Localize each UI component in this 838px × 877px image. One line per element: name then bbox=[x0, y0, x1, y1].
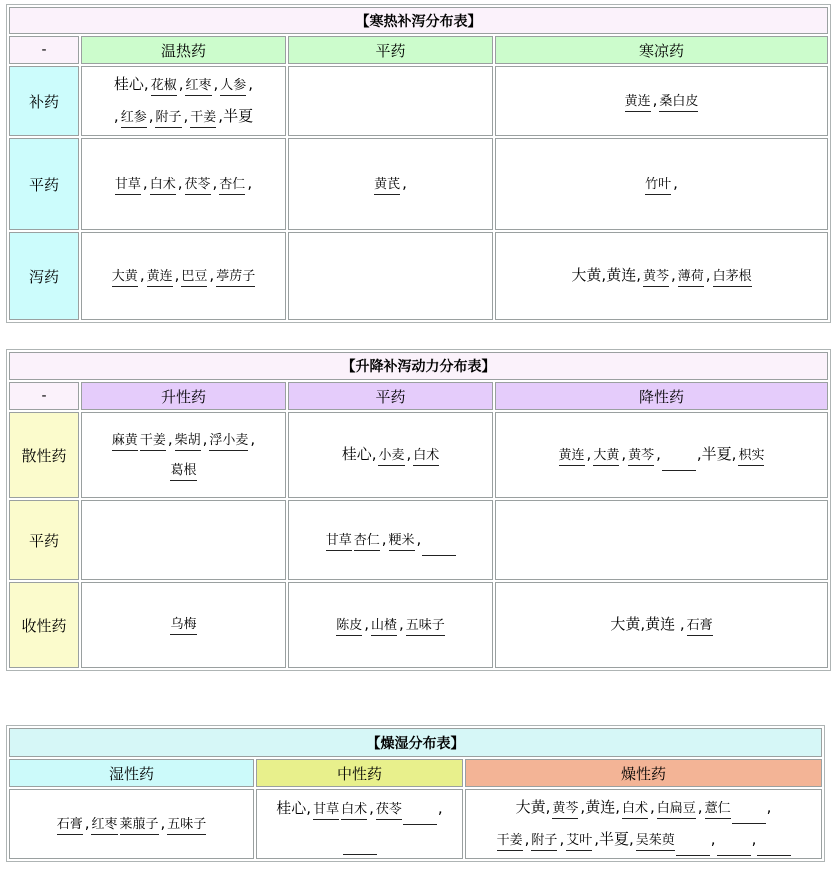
herb-cell bbox=[288, 232, 493, 320]
herb-cell bbox=[495, 66, 828, 136]
herb-name: 小麦 bbox=[378, 447, 404, 466]
herb-name: 干姜 bbox=[140, 432, 166, 451]
column-header: 燥性药 bbox=[465, 759, 822, 787]
herb-text: , bbox=[670, 266, 676, 284]
blank-slot bbox=[757, 839, 791, 856]
herb-name: 茯苓 bbox=[376, 801, 402, 820]
herb-name: 茯苓 bbox=[185, 176, 211, 195]
herb-name: 五味子 bbox=[406, 617, 445, 636]
herb-name: 莱菔子 bbox=[120, 816, 159, 835]
herb-text: , bbox=[209, 266, 215, 284]
herb-name: 粳米 bbox=[389, 532, 415, 551]
herb-text: 桂心, bbox=[276, 799, 312, 817]
herb-cell bbox=[495, 500, 828, 580]
herb-text: ,半夏, bbox=[696, 445, 737, 463]
herb-text: , bbox=[142, 174, 148, 192]
blank-slot bbox=[732, 807, 766, 824]
herb-name: 黄连 bbox=[147, 268, 173, 287]
blank-slot bbox=[403, 808, 437, 825]
herb-name: 黄连 bbox=[625, 93, 651, 112]
herb-name: 大黄 bbox=[593, 447, 619, 466]
herb-text: , bbox=[212, 174, 218, 192]
herb-cell bbox=[288, 138, 493, 230]
herb-text: 桂心, bbox=[113, 75, 149, 93]
herb-name: 甘草 bbox=[326, 532, 352, 551]
herb-name: 人参 bbox=[220, 77, 246, 96]
herb-text: , bbox=[402, 174, 407, 192]
herb-line bbox=[498, 260, 825, 292]
dry-damp-table bbox=[6, 725, 825, 862]
herb-cell bbox=[465, 789, 822, 859]
herb-text: , bbox=[178, 75, 184, 93]
herb-line bbox=[498, 168, 825, 200]
herb-text: , bbox=[139, 266, 145, 284]
herb-name: 大黄 bbox=[112, 268, 138, 287]
herb-text: , bbox=[84, 814, 90, 832]
herb-name: 甘草 bbox=[313, 801, 339, 820]
herb-line bbox=[84, 168, 283, 200]
herb-line bbox=[291, 609, 490, 641]
herb-name: 枳实 bbox=[738, 447, 764, 466]
herb-text: , bbox=[399, 615, 404, 633]
herb-text: , bbox=[113, 107, 119, 125]
column-header: 平药 bbox=[288, 382, 493, 410]
herb-name: 附子 bbox=[531, 832, 557, 851]
herb-text: ,半夏 bbox=[218, 107, 254, 125]
herb-name: 薏仁 bbox=[705, 800, 731, 819]
herb-name: 黄连 bbox=[559, 447, 585, 466]
row-header: 散性药 bbox=[9, 412, 79, 498]
herb-name: 石膏 bbox=[687, 617, 713, 636]
herb-name: 浮小麦 bbox=[209, 432, 248, 451]
row-header: 收性药 bbox=[9, 582, 79, 668]
herb-name: 甘草 bbox=[115, 176, 141, 195]
herb-text: , bbox=[183, 107, 189, 125]
herb-name: 黄芪 bbox=[374, 176, 400, 195]
herb-text: , bbox=[177, 174, 183, 192]
column-header: 降性药 bbox=[495, 382, 828, 410]
herb-line bbox=[259, 825, 460, 855]
herb-text: , bbox=[656, 445, 661, 463]
herb-name: 白术 bbox=[150, 176, 176, 195]
table-title: 【燥湿分布表】 bbox=[9, 728, 822, 757]
herb-line bbox=[468, 792, 819, 824]
herb-line bbox=[84, 610, 283, 640]
herb-name: 白术 bbox=[622, 800, 648, 819]
herb-name: 黄芩 bbox=[628, 447, 654, 466]
herb-line bbox=[498, 439, 825, 471]
herb-line bbox=[12, 808, 251, 840]
herb-name: 巴豆 bbox=[181, 268, 207, 287]
row-header: 补药 bbox=[9, 66, 79, 136]
herb-line bbox=[84, 260, 283, 292]
herb-text: , bbox=[649, 798, 655, 816]
herb-text: , bbox=[381, 530, 387, 548]
rise-fall-table bbox=[6, 349, 831, 671]
herb-text: , bbox=[174, 266, 180, 284]
herb-text: , bbox=[213, 75, 219, 93]
herb-name: 桑白皮 bbox=[659, 93, 698, 112]
blank-slot bbox=[662, 454, 696, 471]
herb-name: 五味子 bbox=[167, 816, 206, 835]
herb-line bbox=[291, 168, 490, 200]
herb-name: 干姜 bbox=[497, 832, 523, 851]
herb-cell bbox=[9, 789, 254, 859]
herb-cell bbox=[288, 582, 493, 668]
herb-text: , bbox=[621, 445, 627, 463]
herb-cell bbox=[81, 66, 286, 136]
herb-name: 葛根 bbox=[170, 462, 196, 481]
herb-text: , bbox=[250, 430, 256, 448]
blank-slot bbox=[422, 539, 456, 556]
herb-text: , bbox=[247, 174, 253, 192]
herb-line bbox=[291, 524, 490, 556]
herb-cell bbox=[288, 500, 493, 580]
herb-text: , bbox=[248, 75, 254, 93]
herb-name: 红枣 bbox=[185, 77, 211, 96]
herb-line bbox=[259, 793, 460, 825]
herb-text: , bbox=[148, 107, 154, 125]
herb-name: 柴胡 bbox=[175, 432, 201, 451]
herb-text: , bbox=[766, 798, 772, 816]
herb-text: , bbox=[437, 799, 443, 817]
herb-name: 杏仁 bbox=[219, 176, 245, 195]
herb-name: 白茅根 bbox=[713, 268, 752, 287]
table-title: 【升降补泻动力分布表】 bbox=[9, 352, 828, 380]
herb-name: 黄芩 bbox=[643, 268, 669, 287]
herb-text: , bbox=[705, 266, 711, 284]
herb-name: 杏仁 bbox=[354, 532, 380, 551]
herb-text: , bbox=[160, 814, 166, 832]
cold-heat-table bbox=[6, 4, 831, 323]
herb-name: 乌梅 bbox=[170, 616, 196, 635]
herb-name: 白扁豆 bbox=[657, 800, 696, 819]
herb-cell bbox=[81, 582, 286, 668]
herb-cell bbox=[495, 412, 828, 498]
herb-cell bbox=[288, 412, 493, 498]
herb-text: ,半夏, bbox=[594, 830, 634, 848]
column-header: 中性药 bbox=[256, 759, 463, 787]
herb-line bbox=[84, 424, 283, 456]
column-header: 湿性药 bbox=[9, 759, 254, 787]
herb-line bbox=[468, 824, 819, 856]
herb-text: , bbox=[652, 91, 658, 109]
herb-text: 大黄,黄连 , bbox=[610, 615, 685, 633]
herb-line bbox=[291, 439, 490, 471]
herb-name: 薄荷 bbox=[678, 268, 704, 287]
herb-name: 黄芩 bbox=[552, 800, 578, 819]
herb-text: 大黄, bbox=[515, 798, 551, 816]
herb-text: , bbox=[524, 830, 530, 848]
herb-name: 白术 bbox=[413, 447, 439, 466]
row-header: 泻药 bbox=[9, 232, 79, 320]
blank-slot bbox=[676, 839, 710, 856]
row-header: 平药 bbox=[9, 138, 79, 230]
herb-line bbox=[84, 456, 283, 486]
column-header: 升性药 bbox=[81, 382, 286, 410]
herb-name: 红枣 bbox=[91, 816, 117, 835]
herb-cell bbox=[256, 789, 463, 859]
column-header: 寒凉药 bbox=[495, 36, 828, 64]
herb-cell bbox=[495, 582, 828, 668]
herb-cell bbox=[81, 138, 286, 230]
herb-text: , bbox=[673, 174, 678, 192]
herb-line bbox=[498, 85, 825, 117]
column-header: 温热药 bbox=[81, 36, 286, 64]
corner-cell: - bbox=[9, 36, 79, 64]
herb-text: 大黄,黄连, bbox=[571, 266, 641, 284]
corner-cell: - bbox=[9, 382, 79, 410]
herb-text: , bbox=[364, 615, 369, 633]
herb-name: 葶苈子 bbox=[216, 268, 255, 287]
herb-name: 陈皮 bbox=[336, 617, 362, 636]
blank-slot bbox=[717, 839, 751, 856]
herb-text: , bbox=[202, 430, 208, 448]
herb-line bbox=[498, 609, 825, 641]
herb-text: , bbox=[559, 830, 565, 848]
herb-cell bbox=[288, 66, 493, 136]
blank-slot bbox=[343, 838, 377, 855]
herb-text: , bbox=[167, 430, 173, 448]
table-title: 【寒热补泻分布表】 bbox=[9, 7, 828, 34]
herb-text: , bbox=[751, 830, 757, 848]
row-header: 平药 bbox=[9, 500, 79, 580]
herb-name: 竹叶 bbox=[645, 176, 671, 195]
herb-name: 石膏 bbox=[57, 816, 83, 835]
herb-cell bbox=[495, 138, 828, 230]
herb-text: , bbox=[406, 445, 412, 463]
herb-text: , bbox=[586, 445, 592, 463]
herb-cell bbox=[81, 412, 286, 498]
herb-name: 山楂 bbox=[371, 617, 397, 636]
herb-text: , bbox=[416, 530, 422, 548]
herb-text: , bbox=[697, 798, 703, 816]
herb-cell bbox=[495, 232, 828, 320]
herb-name: 干姜 bbox=[190, 109, 216, 128]
herb-text: 桂心, bbox=[341, 445, 377, 463]
herb-name: 麻黄 bbox=[112, 432, 138, 451]
column-header: 平药 bbox=[288, 36, 493, 64]
herb-line bbox=[84, 69, 283, 101]
herb-name: 附子 bbox=[155, 109, 181, 128]
herb-name: 艾叶 bbox=[566, 832, 592, 851]
herb-name: 白术 bbox=[341, 801, 367, 820]
herb-text: ,黄连, bbox=[580, 798, 620, 816]
herb-text: , bbox=[369, 799, 374, 817]
herb-cell bbox=[81, 232, 286, 320]
herb-name: 红参 bbox=[121, 109, 147, 128]
herb-cell bbox=[81, 500, 286, 580]
herb-line bbox=[84, 101, 283, 133]
herb-name: 吴茱萸 bbox=[636, 832, 675, 851]
herb-text: , bbox=[710, 830, 716, 848]
herb-name: 花椒 bbox=[151, 77, 177, 96]
